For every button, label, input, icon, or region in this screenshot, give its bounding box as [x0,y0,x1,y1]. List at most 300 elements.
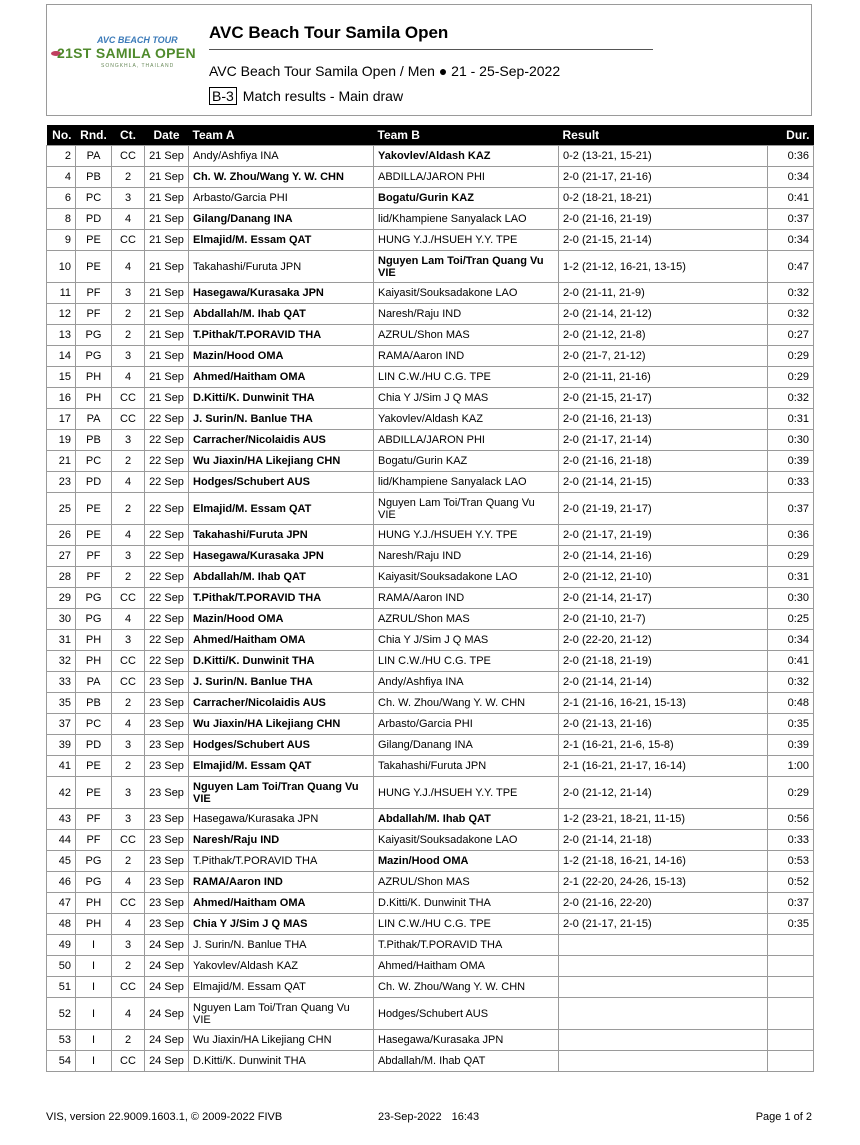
column-header-court: Ct. [112,125,145,146]
cell-court: CC [112,651,145,672]
cell-round: PB [76,430,112,451]
cell-team-a: Elmajid/M. Essam QAT [189,977,374,998]
cell-team-b: Ahmed/Haitham OMA [374,956,559,977]
column-header-round: Rnd. [76,125,112,146]
cell-team-a: J. Surin/N. Banlue THA [189,409,374,430]
cell-court: 4 [112,872,145,893]
cell-team-b: Chia Y J/Sim J Q MAS [374,388,559,409]
cell-round: PC [76,188,112,209]
cell-round: PE [76,251,112,283]
cell-date: 24 Sep [145,998,189,1030]
cell-duration: 1:00 [768,756,814,777]
cell-duration: 0:29 [768,546,814,567]
cell-team-a: Ch. W. Zhou/Wang Y. W. CHN [189,167,374,188]
cell-match-no: 53 [47,1030,76,1051]
table-row [47,230,814,251]
table-row [47,167,814,188]
cell-result: 2-0 (21-18, 21-19) [559,651,768,672]
cell-round: PF [76,567,112,588]
cell-team-b: Bogatu/Gurin KAZ [374,188,559,209]
cell-result: 2-0 (21-16, 22-20) [559,893,768,914]
table-row [47,1051,814,1072]
cell-court: CC [112,830,145,851]
cell-result: 2-0 (21-14, 21-18) [559,830,768,851]
cell-duration: 0:34 [768,167,814,188]
cell-team-a: Hasegawa/Kurasaka JPN [189,546,374,567]
cell-date: 21 Sep [145,304,189,325]
cell-team-b: LIN C.W./HU C.G. TPE [374,651,559,672]
cell-team-b: Arbasto/Garcia PHI [374,714,559,735]
cell-round: PH [76,388,112,409]
table-row [47,283,814,304]
cell-duration: 0:36 [768,146,814,167]
cell-duration [768,1030,814,1051]
cell-result: 0-2 (18-21, 18-21) [559,188,768,209]
cell-date: 23 Sep [145,893,189,914]
cell-duration: 0:36 [768,525,814,546]
cell-match-no: 13 [47,325,76,346]
cell-team-a: Nguyen Lam Toi/Tran Quang Vu VIE [189,777,374,809]
report-code: B-3 [209,87,237,105]
cell-team-b: T.Pithak/T.PORAVID THA [374,935,559,956]
cell-result: 2-0 (21-17, 21-19) [559,525,768,546]
cell-result: 2-1 (21-16, 16-21, 15-13) [559,693,768,714]
cell-match-no: 14 [47,346,76,367]
cell-result: 2-0 (21-14, 21-14) [559,672,768,693]
table-row [47,756,814,777]
cell-result: 2-0 (21-16, 21-18) [559,451,768,472]
cell-match-no: 46 [47,872,76,893]
cell-round: PE [76,756,112,777]
cell-court: 2 [112,956,145,977]
cell-duration: 0:25 [768,609,814,630]
cell-round: PF [76,809,112,830]
cell-date: 21 Sep [145,325,189,346]
event-logo [57,35,196,75]
cell-team-a: Takahashi/Furuta JPN [189,525,374,546]
cell-team-b: AZRUL/Shon MAS [374,609,559,630]
table-row [47,609,814,630]
table-row [47,588,814,609]
table-row [47,472,814,493]
cell-team-b: Chia Y J/Sim J Q MAS [374,630,559,651]
cell-court: 4 [112,609,145,630]
cell-match-no: 35 [47,693,76,714]
table-row [47,630,814,651]
cell-result: 0-2 (13-21, 15-21) [559,146,768,167]
cell-round: PH [76,630,112,651]
report-code-row [209,87,403,105]
cell-team-a: Ahmed/Haitham OMA [189,893,374,914]
footer-time: 16:43 [451,1111,480,1123]
cell-round: PF [76,546,112,567]
column-header-result: Result [559,125,768,146]
cell-court: 4 [112,209,145,230]
cell-team-a: Naresh/Raju IND [189,830,374,851]
table-row [47,672,814,693]
cell-team-b: Kaiyasit/Souksadakone LAO [374,830,559,851]
cell-round: I [76,1030,112,1051]
cell-round: PF [76,830,112,851]
cell-round: I [76,935,112,956]
table-header-row [47,125,814,146]
cell-match-no: 27 [47,546,76,567]
cell-team-a: Nguyen Lam Toi/Tran Quang Vu VIE [189,998,374,1030]
cell-court: 3 [112,630,145,651]
cell-duration: 0:47 [768,251,814,283]
cell-result: 2-1 (16-21, 21-17, 16-14) [559,756,768,777]
cell-result: 2-0 (22-20, 21-12) [559,630,768,651]
cell-duration: 0:29 [768,777,814,809]
cell-match-no: 26 [47,525,76,546]
cell-date: 22 Sep [145,472,189,493]
cell-match-no: 33 [47,672,76,693]
cell-team-b: Ch. W. Zhou/Wang Y. W. CHN [374,693,559,714]
cell-duration: 0:33 [768,830,814,851]
cell-round: I [76,1051,112,1072]
table-row [47,893,814,914]
cell-result: 1-2 (21-12, 16-21, 13-15) [559,251,768,283]
table-row [47,451,814,472]
cell-team-b: Yakovlev/Aldash KAZ [374,409,559,430]
cell-match-no: 32 [47,651,76,672]
cell-date: 24 Sep [145,977,189,998]
cell-match-no: 48 [47,914,76,935]
cell-team-b: Hodges/Schubert AUS [374,998,559,1030]
cell-result: 2-1 (16-21, 21-6, 15-8) [559,735,768,756]
cell-team-b: Yakovlev/Aldash KAZ [374,146,559,167]
cell-result [559,977,768,998]
cell-round: PG [76,346,112,367]
cell-match-no: 44 [47,830,76,851]
cell-round: PD [76,209,112,230]
table-row [47,146,814,167]
cell-result [559,998,768,1030]
cell-date: 22 Sep [145,588,189,609]
cell-team-b: D.Kitti/K. Dunwinit THA [374,893,559,914]
cell-match-no: 11 [47,283,76,304]
cell-court: 3 [112,283,145,304]
cell-match-no: 9 [47,230,76,251]
cell-date: 23 Sep [145,672,189,693]
table-row [47,304,814,325]
table-row [47,914,814,935]
cell-duration [768,935,814,956]
cell-date: 21 Sep [145,251,189,283]
table-row [47,251,814,283]
cell-team-a: Gilang/Danang INA [189,209,374,230]
cell-court: 3 [112,777,145,809]
cell-match-no: 2 [47,146,76,167]
cell-duration: 0:39 [768,451,814,472]
logo-main-text: 21ST SAMILA OPEN [57,45,196,61]
cell-team-a: J. Surin/N. Banlue THA [189,672,374,693]
cell-result: 2-0 (21-14, 21-17) [559,588,768,609]
cell-court: 3 [112,546,145,567]
cell-court: 2 [112,304,145,325]
cell-match-no: 10 [47,251,76,283]
cell-round: PG [76,872,112,893]
cell-duration: 0:32 [768,304,814,325]
cell-court: 2 [112,167,145,188]
cell-team-b: LIN C.W./HU C.G. TPE [374,367,559,388]
cell-team-a: T.Pithak/T.PORAVID THA [189,851,374,872]
cell-match-no: 29 [47,588,76,609]
cell-team-b: Takahashi/Furuta JPN [374,756,559,777]
cell-result [559,1051,768,1072]
cell-round: PF [76,283,112,304]
cell-court: 3 [112,430,145,451]
table-row [47,409,814,430]
page-subtitle: AVC Beach Tour Samila Open / Men ● 21 - 25-Sep-2022 [209,63,561,79]
table-row [47,777,814,809]
cell-team-b: Bogatu/Gurin KAZ [374,451,559,472]
cell-team-b: RAMA/Aaron IND [374,346,559,367]
cell-result: 2-0 (21-12, 21-10) [559,567,768,588]
cell-duration: 0:48 [768,693,814,714]
table-row [47,1030,814,1051]
cell-round: PE [76,525,112,546]
footer-timestamp [378,1111,479,1123]
cell-team-a: D.Kitti/K. Dunwinit THA [189,651,374,672]
cell-court: CC [112,977,145,998]
logo-sub-text: SONGKHLA, THAILAND [101,63,175,69]
cell-date: 23 Sep [145,714,189,735]
cell-match-no: 16 [47,388,76,409]
cell-court: 3 [112,935,145,956]
cell-duration: 0:31 [768,409,814,430]
cell-match-no: 12 [47,304,76,325]
cell-court: 4 [112,914,145,935]
cell-team-a: Yakovlev/Aldash KAZ [189,956,374,977]
table-row [47,546,814,567]
cell-date: 23 Sep [145,777,189,809]
cell-team-b: Naresh/Raju IND [374,546,559,567]
cell-date: 24 Sep [145,1030,189,1051]
cell-team-a: D.Kitti/K. Dunwinit THA [189,1051,374,1072]
cell-date: 21 Sep [145,388,189,409]
cell-date: 21 Sep [145,167,189,188]
cell-date: 22 Sep [145,493,189,525]
table-row [47,325,814,346]
cell-team-b: lid/Khampiene Sanyalack LAO [374,209,559,230]
cell-duration: 0:33 [768,472,814,493]
cell-team-b: Gilang/Danang INA [374,735,559,756]
cell-team-a: J. Surin/N. Banlue THA [189,935,374,956]
cell-duration: 0:39 [768,735,814,756]
cell-team-a: Wu Jiaxin/HA Likejiang CHN [189,714,374,735]
cell-team-b: LIN C.W./HU C.G. TPE [374,914,559,935]
cell-round: PH [76,651,112,672]
cell-court: 2 [112,851,145,872]
column-header-team-a: Team A [189,125,374,146]
cell-court: CC [112,672,145,693]
cell-result: 2-0 (21-11, 21-16) [559,367,768,388]
cell-round: PG [76,325,112,346]
cell-result: 2-0 (21-16, 21-13) [559,409,768,430]
cell-court: CC [112,893,145,914]
cell-result: 2-0 (21-17, 21-14) [559,430,768,451]
cell-date: 21 Sep [145,230,189,251]
cell-team-b: Andy/Ashfiya INA [374,672,559,693]
table-row [47,367,814,388]
cell-result [559,1030,768,1051]
cell-result: 2-0 (21-15, 21-17) [559,388,768,409]
cell-team-a: Hasegawa/Kurasaka JPN [189,809,374,830]
cell-date: 23 Sep [145,872,189,893]
column-header-no: No. [47,125,76,146]
cell-team-b: AZRUL/Shon MAS [374,325,559,346]
cell-result: 2-0 (21-15, 21-14) [559,230,768,251]
cell-team-b: Ch. W. Zhou/Wang Y. W. CHN [374,977,559,998]
cell-match-no: 47 [47,893,76,914]
cell-team-a: T.Pithak/T.PORAVID THA [189,325,374,346]
cell-team-b: lid/Khampiene Sanyalack LAO [374,472,559,493]
table-row [47,956,814,977]
cell-team-b: HUNG Y.J./HSUEH Y.Y. TPE [374,230,559,251]
cell-team-a: Chia Y J/Sim J Q MAS [189,914,374,935]
cell-team-b: Nguyen Lam Toi/Tran Quang Vu VIE [374,251,559,283]
cell-court: 4 [112,714,145,735]
table-row [47,346,814,367]
cell-duration: 0:30 [768,588,814,609]
cell-court: CC [112,409,145,430]
cell-team-b: RAMA/Aaron IND [374,588,559,609]
footer-date: 23-Sep-2022 [378,1111,442,1123]
table-row [47,735,814,756]
cell-court: 4 [112,367,145,388]
cell-date: 21 Sep [145,209,189,230]
cell-result: 2-0 (21-12, 21-8) [559,325,768,346]
cell-team-a: Mazin/Hood OMA [189,346,374,367]
cell-team-b: ABDILLA/JARON PHI [374,167,559,188]
cell-match-no: 50 [47,956,76,977]
cell-result: 2-0 (21-7, 21-12) [559,346,768,367]
cell-duration: 0:34 [768,630,814,651]
table-row [47,388,814,409]
cell-team-b: Hasegawa/Kurasaka JPN [374,1030,559,1051]
cell-court: 4 [112,251,145,283]
table-row [47,493,814,525]
cell-date: 22 Sep [145,525,189,546]
table-row [47,693,814,714]
cell-result: 2-0 (21-14, 21-12) [559,304,768,325]
cell-match-no: 17 [47,409,76,430]
cell-date: 21 Sep [145,188,189,209]
cell-match-no: 41 [47,756,76,777]
table-row [47,567,814,588]
cell-date: 23 Sep [145,851,189,872]
cell-duration: 0:35 [768,914,814,935]
cell-match-no: 45 [47,851,76,872]
table-row [47,714,814,735]
cell-court: 4 [112,472,145,493]
cell-duration: 0:41 [768,188,814,209]
cell-court: 3 [112,735,145,756]
cell-duration: 0:32 [768,672,814,693]
cell-court: 4 [112,998,145,1030]
cell-duration: 0:32 [768,388,814,409]
cell-date: 22 Sep [145,430,189,451]
cell-team-b: Kaiyasit/Souksadakone LAO [374,567,559,588]
cell-result: 2-0 (21-17, 21-15) [559,914,768,935]
cell-duration: 0:37 [768,493,814,525]
table-row [47,809,814,830]
table-row [47,525,814,546]
cell-match-no: 39 [47,735,76,756]
cell-date: 22 Sep [145,546,189,567]
cell-match-no: 28 [47,567,76,588]
cell-round: PE [76,493,112,525]
cell-date: 23 Sep [145,914,189,935]
cell-result: 2-1 (22-20, 24-26, 15-13) [559,872,768,893]
cell-round: PA [76,146,112,167]
cell-result: 2-0 (21-11, 21-9) [559,283,768,304]
match-results-table [46,125,814,1072]
cell-round: PF [76,304,112,325]
cell-round: I [76,977,112,998]
cell-date: 23 Sep [145,735,189,756]
cell-court: CC [112,388,145,409]
report-header [46,4,812,116]
cell-duration: 0:37 [768,893,814,914]
cell-duration [768,956,814,977]
cell-court: 2 [112,693,145,714]
cell-team-a: Elmajid/M. Essam QAT [189,230,374,251]
cell-date: 22 Sep [145,630,189,651]
cell-team-b: Mazin/Hood OMA [374,851,559,872]
cell-match-no: 25 [47,493,76,525]
column-header-duration: Dur. [768,125,814,146]
cell-date: 22 Sep [145,451,189,472]
cell-duration: 0:34 [768,230,814,251]
cell-result: 2-0 (21-10, 21-7) [559,609,768,630]
cell-court: 2 [112,1030,145,1051]
cell-match-no: 43 [47,809,76,830]
cell-date: 24 Sep [145,935,189,956]
cell-duration: 0:27 [768,325,814,346]
cell-duration: 0:37 [768,209,814,230]
cell-date: 24 Sep [145,1051,189,1072]
column-header-team-b: Team B [374,125,559,146]
table-row [47,851,814,872]
cell-result: 2-0 (21-17, 21-16) [559,167,768,188]
cell-duration: 0:32 [768,283,814,304]
cell-court: CC [112,1051,145,1072]
cell-round: PC [76,451,112,472]
cell-round: PB [76,167,112,188]
cell-duration: 0:30 [768,430,814,451]
cell-match-no: 23 [47,472,76,493]
cell-round: PD [76,472,112,493]
cell-round: PH [76,367,112,388]
cell-team-a: RAMA/Aaron IND [189,872,374,893]
cell-court: 2 [112,567,145,588]
cell-duration: 0:52 [768,872,814,893]
cell-round: PG [76,609,112,630]
page-title: AVC Beach Tour Samila Open [209,23,449,42]
cell-team-a: Andy/Ashfiya INA [189,146,374,167]
cell-team-b: Abdallah/M. Ihab QAT [374,1051,559,1072]
cell-date: 21 Sep [145,146,189,167]
cell-court: 3 [112,346,145,367]
cell-court: CC [112,146,145,167]
cell-date: 23 Sep [145,809,189,830]
cell-team-a: D.Kitti/K. Dunwinit THA [189,388,374,409]
cell-match-no: 51 [47,977,76,998]
cell-round: I [76,998,112,1030]
cell-round: PH [76,893,112,914]
